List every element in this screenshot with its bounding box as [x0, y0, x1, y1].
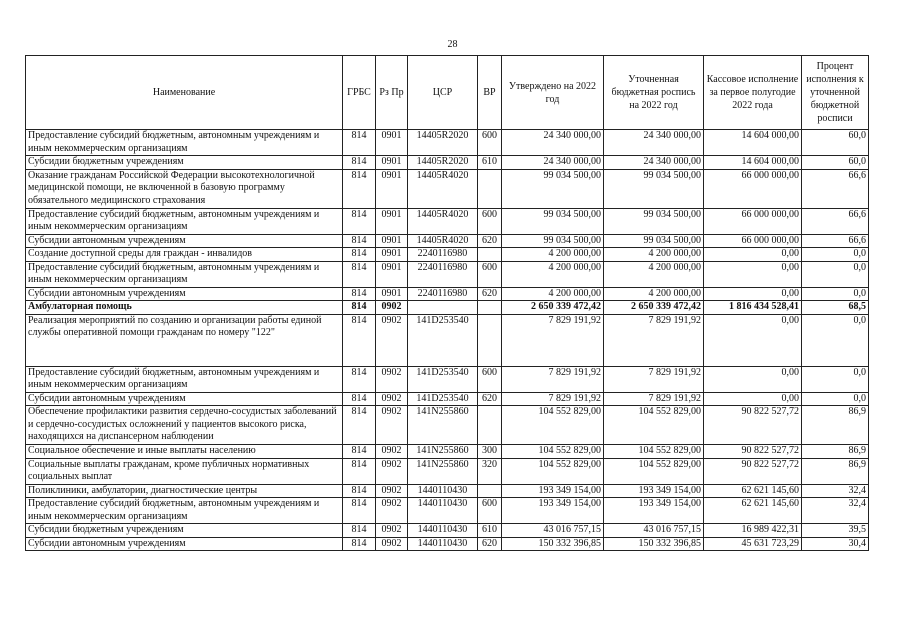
row-vr-cell: 320 [478, 458, 502, 484]
row-cash-cell: 66 000 000,00 [704, 234, 802, 248]
row-percent-cell: 86,9 [802, 445, 869, 459]
row-approved-cell: 193 349 154,00 [502, 484, 604, 498]
row-rzpr-cell: 0901 [376, 208, 408, 234]
row-name-cell: Амбулаторная помощь [26, 301, 343, 315]
row-csr-cell: 2240116980 [408, 287, 478, 301]
row-percent-cell: 66,6 [802, 234, 869, 248]
row-grbs-cell: 814 [343, 498, 376, 524]
row-csr-cell [408, 301, 478, 315]
row-csr-cell: 141N255860 [408, 458, 478, 484]
row-percent-cell: 0,0 [802, 248, 869, 262]
row-refined-cell: 2 650 339 472,42 [604, 301, 704, 315]
row-grbs-cell: 814 [343, 392, 376, 406]
table-row [26, 458, 869, 484]
header-rzpr: Рз Пр [376, 56, 408, 130]
row-approved-cell: 104 552 829,00 [502, 458, 604, 484]
row-grbs-cell: 814 [343, 366, 376, 392]
row-refined-cell: 24 340 000,00 [604, 130, 704, 156]
row-cash-cell: 0,00 [704, 261, 802, 287]
row-cash-cell: 66 000 000,00 [704, 208, 802, 234]
row-approved-cell: 24 340 000,00 [502, 130, 604, 156]
row-rzpr-cell: 0901 [376, 169, 408, 208]
row-cash-cell: 0,00 [704, 314, 802, 366]
row-vr-cell: 610 [478, 156, 502, 170]
row-csr-cell: 14405R4020 [408, 169, 478, 208]
row-refined-cell: 4 200 000,00 [604, 287, 704, 301]
row-refined-cell: 7 829 191,92 [604, 314, 704, 366]
row-approved-cell: 24 340 000,00 [502, 156, 604, 170]
row-name-cell: Предоставление субсидий бюджетным, автономным учреждениям и иным некоммерческим организациям [26, 130, 343, 156]
row-grbs-cell: 814 [343, 458, 376, 484]
table-row [26, 445, 869, 459]
row-cash-cell: 90 822 527,72 [704, 445, 802, 459]
table-row [26, 248, 869, 262]
row-grbs-cell: 814 [343, 484, 376, 498]
row-rzpr-cell: 0902 [376, 498, 408, 524]
row-refined-cell: 150 332 396,85 [604, 537, 704, 551]
row-rzpr-cell: 0901 [376, 261, 408, 287]
row-grbs-cell: 814 [343, 156, 376, 170]
header-cash: Кассовое исполнение за первое полугодие 2022 года [704, 56, 802, 130]
row-grbs-cell: 814 [343, 208, 376, 234]
row-cash-cell: 90 822 527,72 [704, 406, 802, 445]
row-vr-cell [478, 248, 502, 262]
row-percent-cell: 86,9 [802, 458, 869, 484]
row-grbs-cell: 814 [343, 287, 376, 301]
row-cash-cell: 1 816 434 528,41 [704, 301, 802, 315]
row-vr-cell [478, 484, 502, 498]
row-name-cell: Поликлиники, амбулатории, диагностические центры [26, 484, 343, 498]
row-cash-cell: 0,00 [704, 392, 802, 406]
row-percent-cell: 32,4 [802, 498, 869, 524]
row-refined-cell: 193 349 154,00 [604, 484, 704, 498]
row-percent-cell: 0,0 [802, 366, 869, 392]
row-name-cell: Субсидии бюджетным учреждениям [26, 156, 343, 170]
row-approved-cell: 7 829 191,92 [502, 366, 604, 392]
row-csr-cell: 1440110430 [408, 537, 478, 551]
row-vr-cell: 620 [478, 287, 502, 301]
header-approved: Утверждено на 2022 год [502, 56, 604, 130]
row-name-cell: Оказание гражданам Российской Федерации высокотехнологичной медицинской помощи, не включенной в базовую программу обязательного медицинского страхования [26, 169, 343, 208]
row-vr-cell [478, 169, 502, 208]
row-name-cell: Социальные выплаты гражданам, кроме публичных нормативных социальных выплат [26, 458, 343, 484]
row-approved-cell: 43 016 757,15 [502, 524, 604, 538]
header-vr: ВР [478, 56, 502, 130]
row-refined-cell: 7 829 191,92 [604, 392, 704, 406]
row-approved-cell: 4 200 000,00 [502, 248, 604, 262]
row-grbs-cell: 814 [343, 537, 376, 551]
row-csr-cell: 14405R4020 [408, 234, 478, 248]
row-refined-cell: 99 034 500,00 [604, 208, 704, 234]
row-grbs-cell: 814 [343, 406, 376, 445]
row-name-cell: Субсидии автономным учреждениям [26, 287, 343, 301]
row-name-cell: Предоставление субсидий бюджетным, автономным учреждениям и иным некоммерческим организациям [26, 261, 343, 287]
table-row [26, 208, 869, 234]
row-vr-cell: 620 [478, 392, 502, 406]
row-percent-cell: 60,0 [802, 156, 869, 170]
row-csr-cell: 14405R2020 [408, 130, 478, 156]
row-approved-cell: 4 200 000,00 [502, 287, 604, 301]
row-refined-cell: 43 016 757,15 [604, 524, 704, 538]
row-percent-cell: 66,6 [802, 169, 869, 208]
row-rzpr-cell: 0902 [376, 301, 408, 315]
row-cash-cell: 14 604 000,00 [704, 130, 802, 156]
table-row [26, 392, 869, 406]
row-name-cell: Создание доступной среды для граждан - инвалидов [26, 248, 343, 262]
row-percent-cell: 0,0 [802, 314, 869, 366]
table-row [26, 537, 869, 551]
row-rzpr-cell: 0901 [376, 130, 408, 156]
row-name-cell: Субсидии автономным учреждениям [26, 537, 343, 551]
row-grbs-cell: 814 [343, 169, 376, 208]
row-rzpr-cell: 0902 [376, 445, 408, 459]
row-grbs-cell: 814 [343, 261, 376, 287]
row-rzpr-cell: 0902 [376, 524, 408, 538]
row-name-cell: Субсидии бюджетным учреждениям [26, 524, 343, 538]
row-vr-cell: 600 [478, 208, 502, 234]
row-refined-cell: 104 552 829,00 [604, 445, 704, 459]
row-percent-cell: 68,5 [802, 301, 869, 315]
row-vr-cell: 620 [478, 537, 502, 551]
row-approved-cell: 7 829 191,92 [502, 314, 604, 366]
row-approved-cell: 150 332 396,85 [502, 537, 604, 551]
row-csr-cell: 2240116980 [408, 261, 478, 287]
row-rzpr-cell: 0902 [376, 406, 408, 445]
row-name-cell: Обеспечение профилактики развития сердечно-сосудистых заболеваний и сердечно-сосудистых осложнений у пациентов высокого риска, находящихся на диспансерном наблюдении [26, 406, 343, 445]
row-grbs-cell: 814 [343, 524, 376, 538]
row-csr-cell: 141D253540 [408, 314, 478, 366]
row-cash-cell: 66 000 000,00 [704, 169, 802, 208]
table-row [26, 484, 869, 498]
row-csr-cell: 1440110430 [408, 524, 478, 538]
row-refined-cell: 104 552 829,00 [604, 406, 704, 445]
row-vr-cell: 620 [478, 234, 502, 248]
table-row [26, 366, 869, 392]
row-approved-cell: 2 650 339 472,42 [502, 301, 604, 315]
row-csr-cell: 141N255860 [408, 445, 478, 459]
table-row [26, 261, 869, 287]
table-row [26, 301, 869, 315]
row-refined-cell: 193 349 154,00 [604, 498, 704, 524]
row-percent-cell: 0,0 [802, 287, 869, 301]
header-refined: Уточненная бюджетная роспись на 2022 год [604, 56, 704, 130]
row-percent-cell: 60,0 [802, 130, 869, 156]
table-row [26, 498, 869, 524]
row-vr-cell: 600 [478, 366, 502, 392]
row-refined-cell: 4 200 000,00 [604, 248, 704, 262]
row-grbs-cell: 814 [343, 445, 376, 459]
row-approved-cell: 99 034 500,00 [502, 234, 604, 248]
row-vr-cell [478, 314, 502, 366]
row-vr-cell: 600 [478, 498, 502, 524]
row-name-cell: Предоставление субсидий бюджетным, автономным учреждениям и иным некоммерческим организациям [26, 208, 343, 234]
row-grbs-cell: 814 [343, 248, 376, 262]
row-cash-cell: 62 621 145,60 [704, 498, 802, 524]
row-approved-cell: 99 034 500,00 [502, 169, 604, 208]
row-rzpr-cell: 0901 [376, 156, 408, 170]
row-rzpr-cell: 0901 [376, 248, 408, 262]
row-name-cell: Предоставление субсидий бюджетным, автономным учреждениям и иным некоммерческим организациям [26, 366, 343, 392]
row-rzpr-cell: 0901 [376, 234, 408, 248]
row-approved-cell: 104 552 829,00 [502, 445, 604, 459]
row-percent-cell: 86,9 [802, 406, 869, 445]
table-row [26, 524, 869, 538]
row-vr-cell: 600 [478, 261, 502, 287]
row-percent-cell: 39,5 [802, 524, 869, 538]
row-grbs-cell: 814 [343, 234, 376, 248]
row-csr-cell: 141D253540 [408, 366, 478, 392]
row-cash-cell: 62 621 145,60 [704, 484, 802, 498]
row-cash-cell: 45 631 723,29 [704, 537, 802, 551]
row-refined-cell: 99 034 500,00 [604, 234, 704, 248]
header-grbs: ГРБС [343, 56, 376, 130]
header-name: Наименование [26, 56, 343, 130]
row-vr-cell [478, 406, 502, 445]
row-grbs-cell: 814 [343, 301, 376, 315]
row-refined-cell: 24 340 000,00 [604, 156, 704, 170]
row-csr-cell: 1440110430 [408, 484, 478, 498]
row-percent-cell: 0,0 [802, 392, 869, 406]
row-rzpr-cell: 0902 [376, 537, 408, 551]
table-row [26, 169, 869, 208]
table-header-row [26, 56, 869, 130]
table-row [26, 406, 869, 445]
row-name-cell: Предоставление субсидий бюджетным, автономным учреждениям и иным некоммерческим организациям [26, 498, 343, 524]
row-rzpr-cell: 0902 [376, 484, 408, 498]
header-percent: Процент исполнения к уточненной бюджетной росписи [802, 56, 869, 130]
row-cash-cell: 90 822 527,72 [704, 458, 802, 484]
row-csr-cell: 14405R4020 [408, 208, 478, 234]
row-rzpr-cell: 0902 [376, 392, 408, 406]
row-csr-cell: 1440110430 [408, 498, 478, 524]
row-percent-cell: 0,0 [802, 261, 869, 287]
row-cash-cell: 14 604 000,00 [704, 156, 802, 170]
row-percent-cell: 66,6 [802, 208, 869, 234]
row-refined-cell: 99 034 500,00 [604, 169, 704, 208]
row-refined-cell: 104 552 829,00 [604, 458, 704, 484]
row-approved-cell: 4 200 000,00 [502, 261, 604, 287]
table-row [26, 234, 869, 248]
row-csr-cell: 141D253540 [408, 392, 478, 406]
table-row [26, 130, 869, 156]
row-grbs-cell: 814 [343, 130, 376, 156]
row-name-cell: Социальное обеспечение и иные выплаты населению [26, 445, 343, 459]
row-cash-cell: 16 989 422,31 [704, 524, 802, 538]
row-percent-cell: 32,4 [802, 484, 869, 498]
row-csr-cell: 141N255860 [408, 406, 478, 445]
row-approved-cell: 7 829 191,92 [502, 392, 604, 406]
table-row [26, 156, 869, 170]
table-row [26, 287, 869, 301]
row-rzpr-cell: 0901 [376, 287, 408, 301]
row-cash-cell: 0,00 [704, 248, 802, 262]
row-percent-cell: 30,4 [802, 537, 869, 551]
row-vr-cell: 600 [478, 130, 502, 156]
row-rzpr-cell: 0902 [376, 458, 408, 484]
row-approved-cell: 99 034 500,00 [502, 208, 604, 234]
row-vr-cell: 610 [478, 524, 502, 538]
row-cash-cell: 0,00 [704, 366, 802, 392]
row-grbs-cell: 814 [343, 314, 376, 366]
row-name-cell: Субсидии автономным учреждениям [26, 234, 343, 248]
table-row [26, 314, 869, 366]
row-vr-cell [478, 301, 502, 315]
row-csr-cell: 2240116980 [408, 248, 478, 262]
page-number: 28 [447, 39, 458, 50]
row-name-cell: Субсидии автономным учреждениям [26, 392, 343, 406]
row-cash-cell: 0,00 [704, 287, 802, 301]
row-rzpr-cell: 0902 [376, 366, 408, 392]
header-csr: ЦСР [408, 56, 478, 130]
row-rzpr-cell: 0902 [376, 314, 408, 366]
budget-table [25, 55, 869, 551]
row-vr-cell: 300 [478, 445, 502, 459]
row-refined-cell: 7 829 191,92 [604, 366, 704, 392]
row-approved-cell: 193 349 154,00 [502, 498, 604, 524]
row-csr-cell: 14405R2020 [408, 156, 478, 170]
row-name-cell: Реализация мероприятий по созданию и организации работы единой службы оперативной помощи гражданам по номеру "122" [26, 314, 343, 366]
row-refined-cell: 4 200 000,00 [604, 261, 704, 287]
row-approved-cell: 104 552 829,00 [502, 406, 604, 445]
